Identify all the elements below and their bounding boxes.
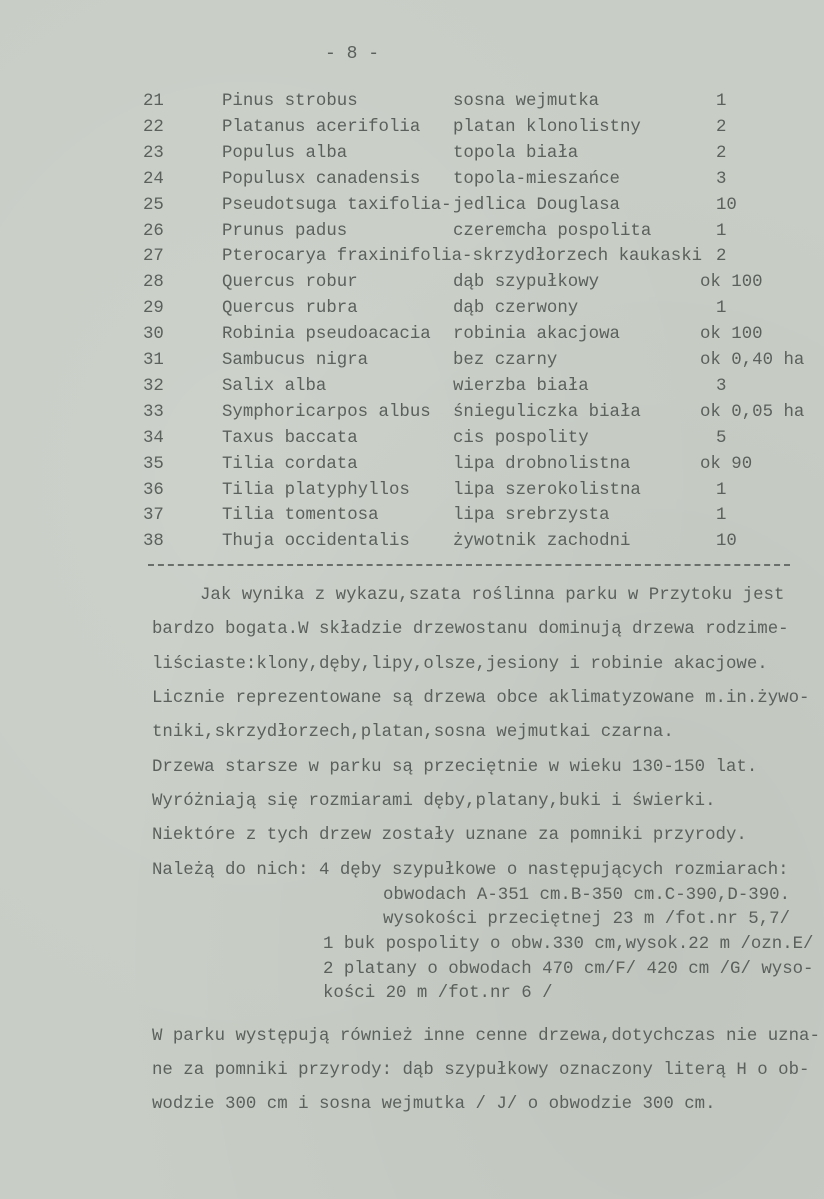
row-number: 24 [143, 169, 164, 189]
polish-name: dąb czerwony [453, 299, 579, 319]
latin-name: Sambucus nigra [222, 351, 369, 370]
row-number: 36 [143, 480, 164, 500]
row-number: 22 [143, 117, 164, 137]
count: 2 [716, 143, 727, 163]
text-line: Niektóre z tych drzew zostały uznane za pomniki przyrody. [152, 826, 747, 845]
count: 1 [716, 299, 727, 319]
count: 2 [716, 247, 727, 267]
polish-name: śnieguliczka biała [453, 402, 641, 422]
text-line: obwodach A-351 cm.B-350 cm.C-390,D-390. [383, 886, 791, 905]
count: 3 [716, 376, 727, 396]
count: 1 [716, 506, 727, 526]
row-number: 35 [143, 454, 164, 474]
text-line: bardzo bogata.W składzie drzewostanu dominują drzewa rodzime- [152, 620, 789, 639]
latin-name: Populusx canadensis [222, 169, 421, 189]
polish-name: czeremcha pospolita [453, 221, 652, 241]
text-line: tniki,skrzydłorzech,platan,sosna wejmutkai czarna. [152, 723, 674, 742]
latin-name: Platanus acerifolia [222, 117, 421, 137]
polish-name: żywotnik zachodni [453, 532, 631, 552]
polish-name: skrzydłorzech kaukaski [472, 247, 703, 267]
polish-name: lipa srebrzysta [453, 506, 610, 526]
polish-name: lipa szerokolistna [453, 480, 641, 500]
polish-name: sosna wejmutka [453, 92, 600, 111]
latin-name: Quercus rubra [222, 299, 358, 319]
text-line: ne za pomniki przyrody: dąb szypułkowy oznaczony literą H o ob- [152, 1061, 810, 1080]
count: 1 [716, 480, 727, 500]
row-number: 25 [143, 195, 164, 215]
row-number: 38 [143, 532, 164, 552]
row-number: 26 [143, 221, 164, 241]
text-line: W parku występują również inne cenne drzewa,dotychczas nie uzna- [152, 1027, 820, 1046]
row-number: 34 [143, 428, 164, 448]
page-number: - 8 - [325, 44, 380, 64]
text-line: Licznie reprezentowane są drzewa obce aklimatyzowane m.in.żywo- [152, 689, 810, 708]
count: ok 100 [700, 325, 763, 345]
latin-name: Symphoricarpos albus [222, 402, 431, 422]
polish-name: dąb szypułkowy [453, 273, 600, 293]
text-line: kości 20 m /fot.nr 6 / [323, 984, 553, 1003]
count: ok 0,40 ha [700, 351, 805, 370]
latin-name: Taxus baccata [222, 428, 358, 448]
text-line: Wyróżniają się rozmiarami dęby,platany,buki i świerki. [152, 792, 716, 811]
row-number: 31 [143, 351, 164, 370]
latin-name: Pseudotsuga taxifolia- [222, 195, 452, 215]
count: 10 [716, 532, 737, 552]
latin-name: Prunus padus [222, 221, 348, 241]
row-number: 28 [143, 273, 164, 293]
latin-name: Robinia pseudoacacia [222, 325, 431, 345]
polish-name: lipa drobnolistna [453, 454, 631, 474]
polish-name: platan klonolistny [453, 117, 641, 137]
row-number: 33 [143, 402, 164, 422]
row-number: 23 [143, 143, 164, 163]
row-number: 27 [143, 247, 164, 267]
latin-name: Tilia platyphyllos [222, 480, 410, 500]
polish-name: cis pospolity [453, 428, 589, 448]
count: ok 100 [700, 273, 763, 293]
latin-name: Pterocarya fraxinifolia- [222, 247, 473, 267]
count: ok 0,05 ha [700, 402, 805, 422]
count: 2 [716, 117, 727, 137]
text-line: wodzie 300 cm i sosna wejmutka / J/ o obwodzie 300 cm. [152, 1095, 716, 1114]
latin-name: Tilia cordata [222, 454, 358, 474]
latin-name: Salix alba [222, 376, 327, 396]
latin-name: Quercus robur [222, 273, 358, 293]
count: 1 [716, 221, 727, 241]
count: 5 [716, 428, 727, 448]
polish-name: jedlica Douglasa [453, 195, 620, 215]
polish-name: bez czarny [453, 351, 558, 370]
count: 3 [716, 169, 727, 189]
latin-name: Populus alba [222, 143, 348, 163]
text-line: Drzewa starsze w parku są przeciętnie w wieku 130-150 lat. [152, 758, 758, 777]
count: 10 [716, 195, 737, 215]
row-number: 21 [143, 92, 164, 111]
text-line: liściaste:klony,dęby,lipy,olsze,jesiony i robinie akacjowe. [152, 655, 768, 674]
count: 1 [716, 92, 727, 111]
text-line: Jak wynika z wykazu,szata roślinna parku w Przytoku jest [200, 586, 785, 605]
text-line: 2 platany o obwodach 470 cm/F/ 420 cm /G/ wyso- [323, 960, 814, 979]
latin-name: Pinus strobus [222, 92, 358, 111]
polish-name: wierzba biała [453, 376, 589, 396]
row-number: 30 [143, 325, 164, 345]
row-number: 32 [143, 376, 164, 396]
text-line: 1 buk pospolity o obw.330 cm,wysok.22 m /ozn.E/ [323, 935, 814, 954]
row-number: 29 [143, 299, 164, 319]
count: ok 90 [700, 454, 753, 474]
polish-name: robinia akacjowa [453, 325, 620, 345]
polish-name: topola biała [453, 143, 579, 163]
text-line: wysokości przeciętnej 23 m /fot.nr 5,7/ [383, 910, 791, 929]
latin-name: Thuja occidentalis [222, 532, 410, 552]
dashed-separator [148, 564, 790, 566]
polish-name: topola-mieszańce [453, 169, 620, 189]
row-number: 37 [143, 506, 164, 526]
latin-name: Tilia tomentosa [222, 506, 379, 526]
text-line: Należą do nich: 4 dęby szypułkowe o następujących rozmiarach: [152, 861, 789, 880]
